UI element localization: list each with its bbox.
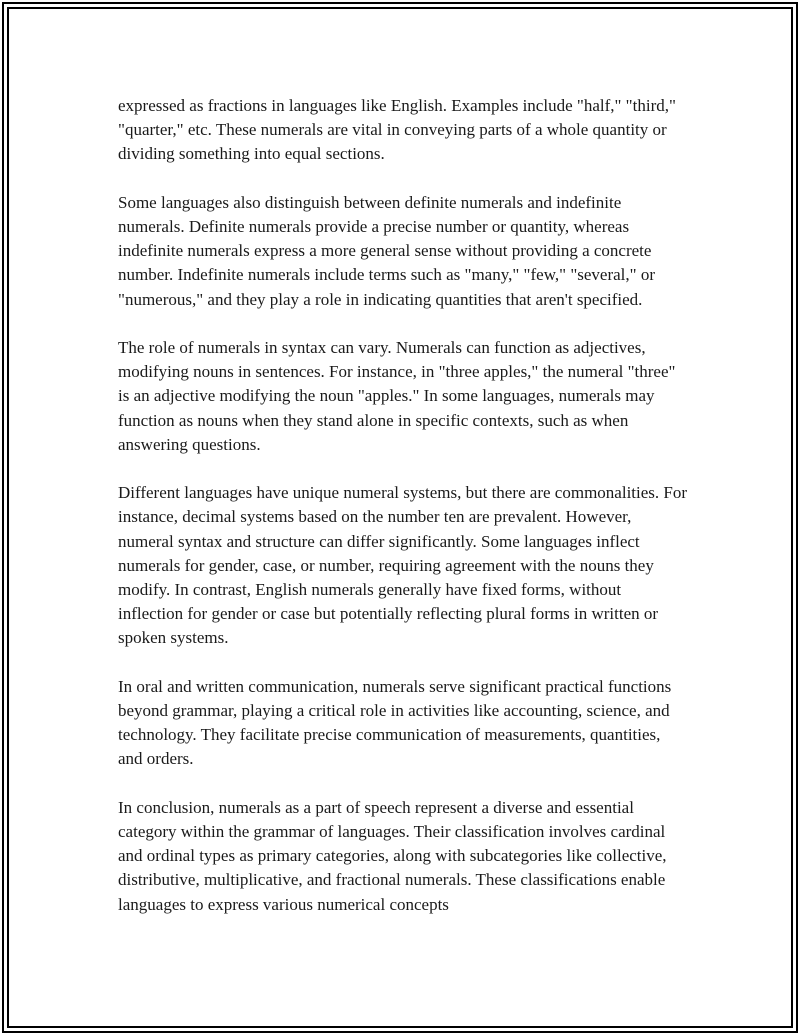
paragraph-conclusion: In conclusion, numerals as a part of speech represent a diverse and essential category within the grammar of languages. Their classification involves cardinal and ordinal types as primary categories, along with subcategories like collective, distributive, multiplicative, and fractional numerals. These classifications enable languages to express various numerical concepts — [118, 797, 667, 914]
paragraph-numeral-systems: Different languages have unique numeral systems, but there are commonalities. For instance, decimal systems based on the number ten are prevalent. However, numeral syntax and structure can differ significantly. Some languages inflect numerals for gender, case, or number, requiring agreement with the nouns they modify. In contrast, English numerals generally have fixed forms, without inflection for gender or case but potentially reflecting plural forms in written or spoken systems. — [118, 483, 688, 648]
paragraph-communication: In oral and written communication, numerals serve significant practical functions beyond grammar, playing a critical role in activities like accounting, science, and technology. They facilitate precise communication of measurements, quantities, and orders. — [118, 676, 672, 769]
document-body — [118, 94, 688, 917]
paragraph-syntax-role: The role of numerals in syntax can vary. Numerals can function as adjectives, modifying nouns in sentences. For instance, in "three apples," the numeral "three" is an adjective modifying the noun "apples." In some languages, numerals may function as nouns when they stand alone in specific contexts, such as when answering questions. — [118, 338, 676, 454]
paragraph-fractional-numerals: expressed as fractions in languages like English. Examples include "half," "third," "quarter," etc. These numerals are vital in conveying parts of a whole quantity or dividing something into equal sections. — [118, 96, 676, 164]
paragraph-definite-indefinite: Some languages also distinguish between definite numerals and indefinite numerals. Definite numerals provide a precise number or quantity, whereas indefinite numerals express a more general sense without providing a concrete number. Indefinite numerals include terms such as "many," "few," "several," or "numerous," and they play a role in indicating quantities that aren't specified. — [118, 192, 655, 309]
